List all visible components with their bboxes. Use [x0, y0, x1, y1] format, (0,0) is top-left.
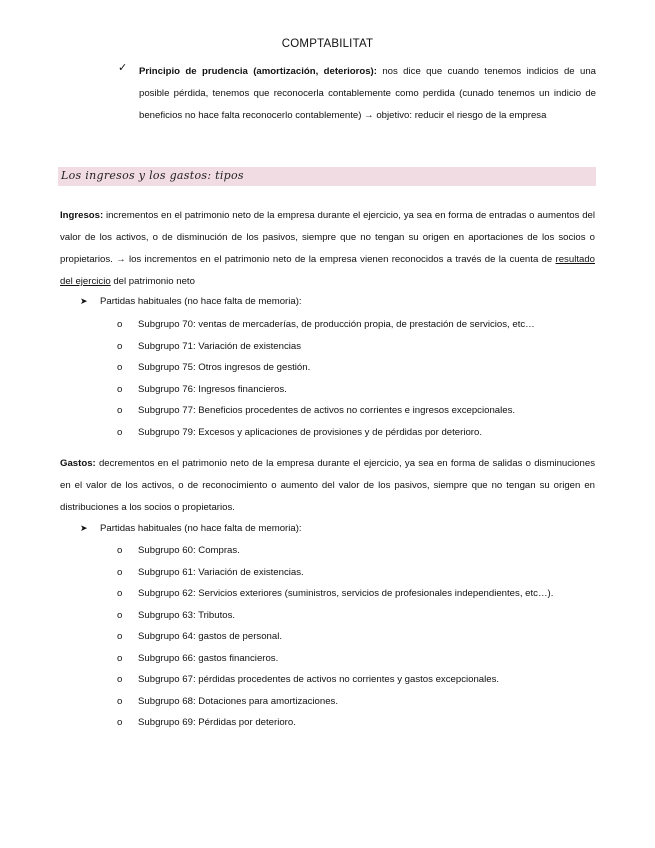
list-item: o Subgrupo 77: Beneficios procedentes de activos no corrientes e ingresos excepcionales.	[117, 400, 597, 422]
ingresos-text-2: del patrimonio neto	[110, 276, 195, 287]
circle-bullet-icon: o	[117, 652, 123, 664]
prudence-text	[139, 61, 596, 127]
list-item: o Subgrupo 62: Servicios exteriores (suministros, servicios de profesionales independientes, etc…).	[117, 583, 597, 605]
gastos-list-heading	[80, 523, 302, 534]
prudence-title: Principio de prudencia (amortización, deterioros):	[139, 66, 377, 77]
list-item: o Subgrupo 69: Pérdidas por deterioro.	[117, 712, 597, 734]
ingresos-text-1: incrementos en el patrimonio neto de la empresa durante el ejercicio, ya sea en forma de entradas o aumentos del valor de los activos, o de disminución de los pasivos, siempre que no tengan su origen en aportaciones de los socios o propietarios. → los incrementos en el patrimonio neto de la empresa vienen reconocidos a través de la cuenta de	[60, 210, 595, 265]
circle-bullet-icon: o	[117, 383, 123, 395]
list-item: o Subgrupo 61: Variación de existencias.	[117, 562, 597, 584]
arrow-bullet-icon: ➤	[80, 523, 88, 533]
prudence-principle	[118, 61, 596, 127]
section-heading-text: Los ingresos y los gastos: tipos	[61, 169, 244, 182]
prudence-body: nos dice que cuando tenemos indicios de una posible pérdida, tenemos que reconocerla contablemente como perdida (cunado tenemos un indicio de beneficios no hace falta reconocerlo contablemente) → objetivo: reducir el riesgo de la empresa	[139, 66, 597, 121]
circle-bullet-icon: o	[117, 545, 123, 556]
ingresos-paragraph	[60, 205, 595, 293]
arrow-bullet-icon: ➤	[80, 296, 88, 306]
ingresos-list-label: Partidas habituales (no hace falta de memoria):	[100, 296, 302, 307]
circle-bullet-icon: o	[117, 362, 123, 373]
circle-bullet-icon: o	[117, 405, 123, 416]
list-item: o Subgrupo 79: Excesos y aplicaciones de provisiones y de pérdidas por deterioro.	[117, 422, 597, 444]
check-icon: ✓	[118, 62, 128, 74]
list-item: o Subgrupo 60: Compras.	[117, 540, 597, 562]
page-title: COMPTABILITAT	[281, 38, 374, 50]
circle-bullet-icon: o	[117, 695, 123, 707]
list-item: o Subgrupo 67: pérdidas procedentes de activos no corrientes y gastos excepcionales.	[117, 669, 597, 691]
circle-bullet-icon: o	[117, 588, 123, 599]
circle-bullet-icon: o	[117, 609, 123, 621]
ingresos-term: Ingresos:	[60, 210, 104, 221]
gastos-text: decrementos en el patrimonio neto de la empresa durante el ejercicio, ya sea en forma de salidas o disminuciones en el valor de los activos, o de reconocimiento o aumento del valor de los pasivos, siempre que no tengan su origen en distribuciones a los socios o propietarios.	[60, 458, 595, 513]
circle-bullet-icon: o	[117, 674, 123, 685]
circle-bullet-icon: o	[117, 426, 123, 438]
list-item: o Subgrupo 75: Otros ingresos de gestión.	[117, 357, 597, 379]
list-item: o Subgrupo 70: ventas de mercaderías, de producción propia, de prestación de servicios, etc…	[117, 314, 597, 336]
gastos-list-label: Partidas habituales (no hace falta de memoria):	[100, 523, 302, 534]
circle-bullet-icon: o	[117, 319, 123, 330]
list-item: o Subgrupo 63: Tributos.	[117, 605, 597, 627]
circle-bullet-icon: o	[117, 717, 123, 728]
gastos-paragraph	[60, 453, 595, 519]
list-item: o Subgrupo 64: gastos de personal.	[117, 626, 597, 648]
circle-bullet-icon: o	[117, 340, 123, 352]
gastos-term: Gastos:	[60, 458, 96, 469]
list-item: o Subgrupo 71: Variación de existencias	[117, 336, 597, 358]
ingresos-list	[117, 314, 597, 443]
circle-bullet-icon: o	[117, 566, 123, 578]
ingresos-list-heading	[80, 296, 302, 307]
circle-bullet-icon: o	[117, 631, 123, 642]
section-heading	[58, 167, 596, 186]
list-item: o Subgrupo 76: Ingresos financieros.	[117, 379, 597, 401]
list-item: o Subgrupo 68: Dotaciones para amortizaciones.	[117, 691, 597, 713]
ingresos-underlined: resultado del ejercicio	[60, 254, 595, 287]
list-item: o Subgrupo 66: gastos financieros.	[117, 648, 597, 670]
gastos-list	[117, 540, 597, 734]
